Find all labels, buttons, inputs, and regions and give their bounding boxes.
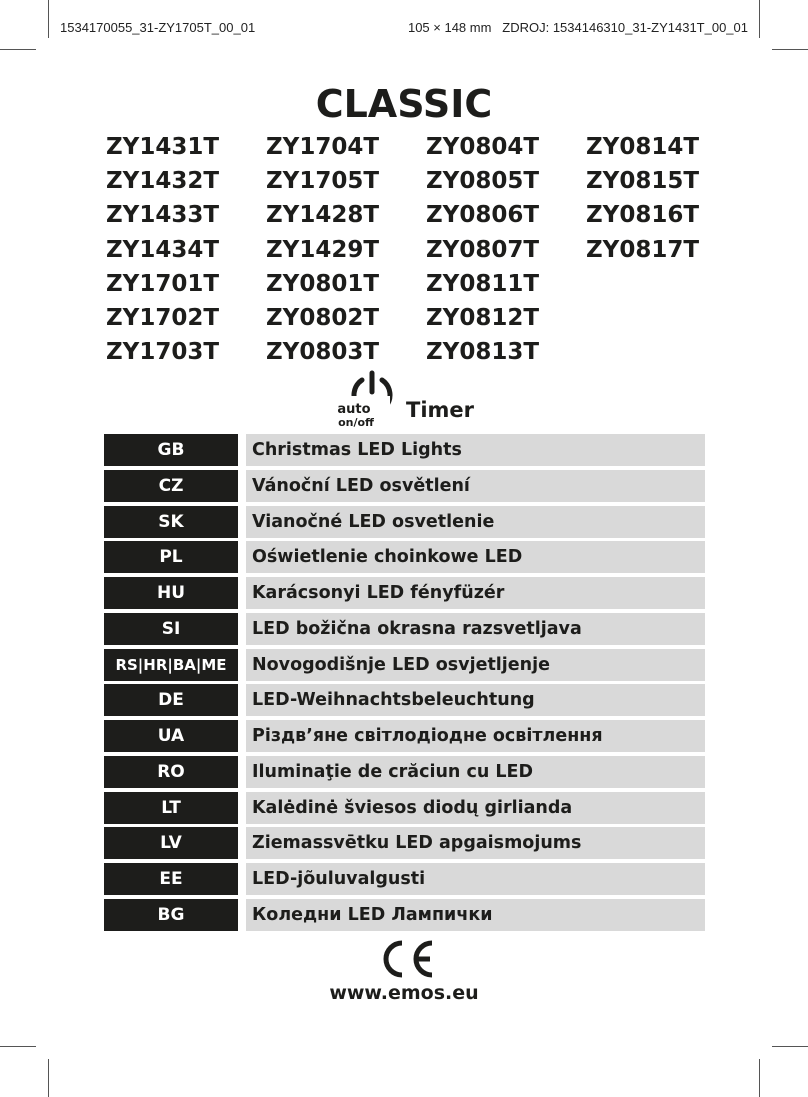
crop-mark <box>0 49 36 50</box>
language-code: LV <box>104 827 238 859</box>
language-code: SI <box>104 613 238 645</box>
model-code: ZY0802T <box>266 304 380 331</box>
language-code: PL <box>104 541 238 573</box>
product-name: LED-Weihnachtsbeleuchtung <box>246 684 705 716</box>
language-code: BG <box>104 899 238 931</box>
model-column <box>426 130 586 369</box>
language-row <box>104 863 705 895</box>
header-right-code: 105 × 148 mm ZDROJ: 1534146310_31-ZY1431T_00_01 <box>407 20 748 35</box>
crop-mark <box>759 0 760 38</box>
model-code: ZY0814T <box>586 134 700 160</box>
language-row <box>104 434 705 466</box>
model-code: ZY0805T <box>426 168 540 195</box>
product-name: Novogodišnje LED osvjetljenje <box>246 649 705 681</box>
model-code: ZY0803T <box>266 339 380 366</box>
product-name: Kalėdinė šviesos diodų girlianda <box>246 792 705 824</box>
crop-mark <box>48 1059 49 1097</box>
language-code: RO <box>104 756 238 788</box>
language-row <box>104 541 705 573</box>
model-code: ZY1703T <box>106 339 220 366</box>
crop-mark <box>772 49 808 50</box>
language-code: LT <box>104 792 238 824</box>
model-code: ZY0817T <box>586 236 700 263</box>
crop-mark <box>0 1046 36 1047</box>
product-name: Коледни LED Лампички <box>246 899 705 931</box>
header-left-code: 1534170055_31-ZY1705T_00_01 <box>60 20 256 35</box>
language-row <box>104 577 705 609</box>
language-row <box>104 827 705 859</box>
product-name: Vianočné LED osvetlenie <box>246 506 705 538</box>
model-code: ZY0801T <box>266 270 380 297</box>
model-code: ZY1704T <box>266 134 380 160</box>
page-title: CLASSIC <box>315 82 493 126</box>
model-code: ZY1705T <box>266 168 380 195</box>
language-table <box>104 434 705 935</box>
model-code: ZY1701T <box>106 270 220 297</box>
product-name: Oświetlenie choinkowe LED <box>246 541 705 573</box>
model-code: ZY0806T <box>426 202 540 229</box>
model-code: ZY0811T <box>426 270 540 297</box>
auto-text: auto <box>337 402 371 417</box>
model-list <box>106 130 726 369</box>
product-name: Iluminaţie de crăciun cu LED <box>246 756 705 788</box>
timer-feature <box>332 370 492 430</box>
language-row <box>104 720 705 752</box>
language-code: SK <box>104 506 238 538</box>
model-column <box>586 130 726 369</box>
language-code: UA <box>104 720 238 752</box>
model-code: ZY0807T <box>426 236 540 263</box>
language-row <box>104 899 705 931</box>
product-name: Christmas LED Lights <box>246 434 705 466</box>
timer-label: Timer <box>406 398 475 422</box>
model-column <box>106 130 266 369</box>
onoff-text: on/off <box>338 416 374 429</box>
language-row <box>104 613 705 645</box>
model-code: ZY0816T <box>586 202 700 229</box>
language-row <box>104 649 705 681</box>
product-name: LED-jõuluvalgusti <box>246 863 705 895</box>
language-code: RS|HR|BA|ME <box>104 649 238 681</box>
ce-mark-icon <box>376 937 436 981</box>
model-code: ZY1432T <box>106 168 220 195</box>
model-code: ZY0812T <box>426 304 540 331</box>
language-code: CZ <box>104 470 238 502</box>
model-code: ZY0813T <box>426 339 540 366</box>
model-code: ZY0804T <box>426 134 540 160</box>
product-name: Ziemassvētku LED apgaismojums <box>246 827 705 859</box>
language-row <box>104 470 705 502</box>
model-code: ZY1702T <box>106 304 220 331</box>
product-name: Karácsonyi LED fényfüzér <box>246 577 705 609</box>
product-name: Різдв’яне світлодіодне освітлення <box>246 720 705 752</box>
crop-mark <box>48 0 49 38</box>
model-code: ZY1428T <box>266 202 380 229</box>
model-code: ZY0815T <box>586 168 700 195</box>
language-code: HU <box>104 577 238 609</box>
language-code: EE <box>104 863 238 895</box>
language-row <box>104 684 705 716</box>
crop-mark <box>759 1059 760 1097</box>
language-row <box>104 792 705 824</box>
language-row <box>104 506 705 538</box>
language-code: GB <box>104 434 238 466</box>
model-code: ZY1433T <box>106 202 220 229</box>
product-name: LED božična okrasna razsvetljava <box>246 613 705 645</box>
model-column <box>266 130 426 369</box>
language-code: DE <box>104 684 238 716</box>
model-code: ZY1434T <box>106 236 220 263</box>
model-code: ZY1429T <box>266 236 380 263</box>
model-code: ZY1431T <box>106 134 220 160</box>
website-url[interactable]: www.emos.eu <box>329 982 479 1004</box>
language-row <box>104 756 705 788</box>
crop-mark <box>772 1046 808 1047</box>
power-icon <box>332 370 406 430</box>
product-name: Vánoční LED osvětlení <box>246 470 705 502</box>
